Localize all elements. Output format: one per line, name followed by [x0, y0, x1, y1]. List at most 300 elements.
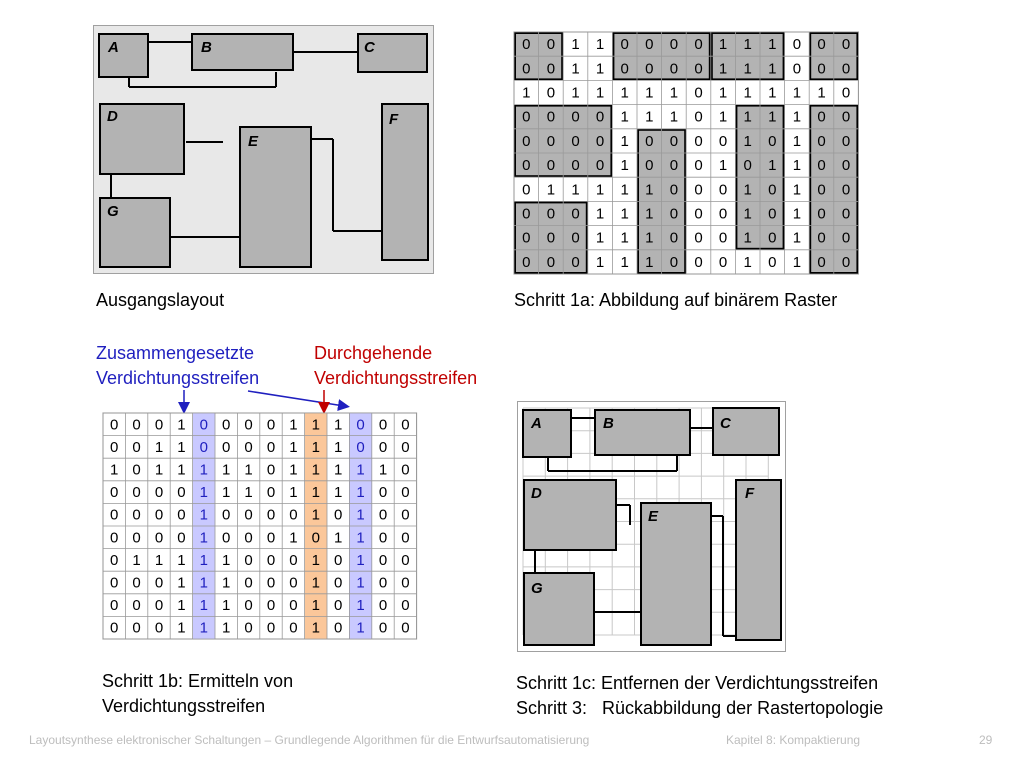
grid-1a-cell: 1 [645, 84, 654, 102]
grid-1b-cell: 1 [199, 506, 208, 524]
grid-1a-cell: 0 [841, 60, 851, 78]
grid-1a-cell: 0 [522, 132, 531, 150]
grid-1a-cell: 1 [620, 108, 629, 126]
grid-1b-cell: 0 [356, 438, 365, 456]
grid-1a-cell: 0 [546, 108, 556, 126]
block-g-label: G [107, 203, 119, 220]
grid-1a-cell: 0 [817, 253, 826, 271]
grid-1a-cell: 0 [817, 157, 826, 175]
grid-1b-cell: 0 [132, 529, 141, 547]
grid-1b-cell: 0 [132, 438, 141, 456]
grid-1b-cell: 1 [154, 461, 164, 479]
grid-1a-cell: 1 [669, 108, 679, 126]
grid-1b-cell: 1 [334, 416, 343, 434]
grid-1b-cell: 1 [289, 461, 298, 479]
grid-1a-cell: 0 [768, 205, 777, 223]
grid-1b-cell: 0 [132, 484, 141, 502]
grid-1a-cell: 0 [718, 229, 728, 247]
grid-1a-cell: 0 [694, 229, 703, 247]
grid-1b-cell: 1 [356, 461, 365, 479]
grid-1b-cell: 0 [222, 529, 231, 547]
grid-1b-cell: 0 [132, 416, 141, 434]
grid-1a-cell: 1 [768, 157, 777, 175]
grid-1b-cell: 0 [110, 416, 119, 434]
grid-1a-cell: 1 [620, 205, 629, 223]
grid-1a-cell: 1 [718, 157, 728, 175]
grid-1b-cell: 0 [110, 619, 119, 637]
grid-1b-cell: 0 [266, 484, 276, 502]
grid-1a-cell: 1 [595, 253, 605, 271]
grid-1b-cell: 1 [356, 529, 365, 547]
grid-1a-cell: 0 [522, 205, 531, 223]
grid-1a-cell: 1 [546, 181, 556, 199]
grid-1a-cell: 0 [595, 132, 605, 150]
grid-1a-cell: 0 [645, 60, 654, 78]
grid-1b-cell: 0 [154, 619, 164, 637]
caption-step-1c-line-1: Schritt 1c: Entfernen der Verdichtungsstreifen [516, 673, 879, 693]
compact-block-f-label: F [745, 485, 755, 502]
grid-1b-cell: 1 [311, 551, 320, 569]
grid-1b-cell: 1 [199, 619, 208, 637]
grid-1a-cell: 1 [718, 36, 728, 54]
caption-step-1c [516, 671, 883, 721]
grid-1a-cell: 0 [817, 60, 826, 78]
grid-1a-cell: 1 [645, 229, 654, 247]
grid-1b-cell: 0 [378, 484, 388, 502]
grid-1b-cell: 0 [244, 574, 253, 592]
grid-1b-cell: 0 [401, 461, 410, 479]
grid-1a-cell: 0 [841, 132, 851, 150]
grid-1b-cell: 0 [356, 416, 365, 434]
grid-1a-cell: 0 [522, 181, 531, 199]
grid-1b-cell: 0 [378, 416, 388, 434]
grid-1a-cell: 0 [768, 181, 777, 199]
binary-grid-1a [512, 30, 860, 276]
grid-1b-cell: 0 [378, 529, 388, 547]
compact-block-c-label: C [720, 415, 731, 432]
grid-1b-cell: 1 [311, 461, 320, 479]
grid-1a-cell: 1 [792, 132, 802, 150]
grid-1a-cell: 1 [645, 253, 654, 271]
grid-1b-cell: 0 [266, 597, 276, 615]
grid-1a-cell: 1 [620, 157, 629, 175]
grid-1b-cell: 0 [401, 416, 410, 434]
grid-1b-cell: 1 [289, 416, 298, 434]
footer-course-title: Layoutsynthese elektronischer Schaltungen – Grundlegende Algorithmen für die Entwurfsautomatisierung [29, 733, 590, 747]
grid-1b-cell: 0 [132, 597, 141, 615]
grid-1b-cell: 0 [244, 506, 253, 524]
grid-1b-cell: 1 [311, 438, 320, 456]
grid-1a-cell: 1 [595, 60, 605, 78]
grid-1a-cell: 1 [792, 205, 802, 223]
grid-1b-cell: 0 [378, 619, 388, 637]
grid-1b-cell: 0 [177, 484, 186, 502]
grid-1a-cell: 1 [718, 60, 728, 78]
grid-1a-cell: 1 [571, 36, 580, 54]
grid-1b-cell: 0 [289, 597, 298, 615]
grid-1a-cell: 1 [792, 84, 802, 102]
grid-1b-cell: 0 [154, 484, 164, 502]
grid-1a-cell: 1 [522, 84, 531, 102]
grid-1b-cell: 1 [311, 484, 320, 502]
composite-stripes-label [96, 341, 259, 391]
grid-1b-cell: 1 [311, 597, 320, 615]
grid-1b-cell: 1 [177, 461, 186, 479]
grid-1b-cell: 1 [311, 416, 320, 434]
block-a-label: A [108, 39, 119, 56]
grid-1a-cell: 1 [792, 229, 802, 247]
grid-1a-cell: 1 [743, 132, 752, 150]
grid-1b-cell: 1 [199, 574, 208, 592]
grid-1b-cell: 1 [311, 619, 320, 637]
grid-1b-cell: 1 [356, 619, 365, 637]
grid-1a-cell: 0 [620, 36, 629, 54]
grid-1a-cell: 0 [768, 253, 777, 271]
grid-1a-cell: 0 [792, 36, 802, 54]
grid-1a-cell: 1 [620, 229, 629, 247]
grid-1b-cell: 0 [266, 461, 276, 479]
block-b-label: B [201, 39, 212, 56]
grid-1b-cell: 0 [110, 506, 119, 524]
grid-1a-cell: 0 [522, 253, 531, 271]
grid-1a-cell: 1 [743, 253, 752, 271]
grid-1a-cell: 0 [817, 205, 826, 223]
grid-1a-cell: 1 [620, 84, 629, 102]
grid-1b-cell: 1 [356, 574, 365, 592]
grid-1a-cell: 0 [817, 36, 826, 54]
grid-1a-cell: 0 [595, 157, 605, 175]
grid-1a-cell: 1 [620, 181, 629, 199]
grid-1b-cell: 0 [401, 529, 410, 547]
grid-1b-cell: 0 [244, 438, 253, 456]
grid-1a-cell: 1 [768, 108, 777, 126]
grid-1a-cell: 1 [620, 253, 629, 271]
grid-1b-cell: 1 [177, 416, 186, 434]
grid-1a-cell: 0 [841, 181, 851, 199]
grid-1a-cell: 0 [546, 132, 556, 150]
grid-1a-cell: 1 [645, 205, 654, 223]
grid-1b-cell: 0 [110, 484, 119, 502]
grid-1b-cell: 0 [289, 551, 298, 569]
caption-step-1a: Schritt 1a: Abbildung auf binärem Raster [514, 290, 838, 310]
grid-1b-cell: 0 [154, 597, 164, 615]
grid-1b-cell: 0 [401, 574, 410, 592]
grid-1a-cell: 1 [645, 181, 654, 199]
grid-1b-cell: 1 [177, 619, 186, 637]
grid-1b-cell: 0 [266, 416, 276, 434]
grid-1b-cell: 0 [132, 506, 141, 524]
grid-1b-cell: 1 [289, 484, 298, 502]
grid-1b-cell: 0 [199, 438, 208, 456]
compact-block-e-label: E [648, 508, 659, 525]
grid-1a-cell: 0 [694, 108, 703, 126]
grid-1b-cell: 0 [378, 574, 388, 592]
grid-1a-cell: 0 [694, 84, 703, 102]
grid-1b-cell: 1 [222, 619, 231, 637]
grid-1b-cell: 0 [378, 551, 388, 569]
grid-1a-cell: 1 [792, 253, 802, 271]
grid-1b-cell: 0 [222, 506, 231, 524]
grid-1a-cell: 0 [718, 132, 728, 150]
grid-1b-cell: 0 [222, 438, 231, 456]
grid-1a-cell: 0 [522, 108, 531, 126]
grid-1b-cell: 1 [356, 484, 365, 502]
grid-1b-cell: 1 [199, 551, 208, 569]
caption-step-1b-line-2: Verdichtungsstreifen [102, 696, 266, 716]
grid-1a-cell: 1 [645, 108, 654, 126]
grid-1b-cell: 1 [110, 461, 119, 479]
grid-1b-cell: 1 [222, 574, 231, 592]
grid-1a-cell: 0 [522, 157, 531, 175]
grid-1b-cell: 0 [378, 597, 388, 615]
grid-1a-cell: 0 [694, 181, 703, 199]
grid-1a-cell: 0 [620, 60, 629, 78]
grid-1b-cell: 0 [401, 484, 410, 502]
grid-1b-cell: 1 [222, 484, 231, 502]
grid-1b-cell: 0 [199, 416, 208, 434]
footer-page-number: 29 [979, 733, 993, 747]
grid-1a-cell: 1 [768, 84, 777, 102]
grid-1b-cell: 0 [401, 551, 410, 569]
grid-1a-cell: 0 [694, 253, 703, 271]
grid-1a-cell: 0 [768, 229, 777, 247]
grid-1a-cell: 1 [768, 36, 777, 54]
continuous-stripes-label-line-2: Verdichtungsstreifen [314, 368, 478, 388]
grid-1b-cell: 1 [311, 574, 320, 592]
grid-1a-cell: 0 [817, 181, 826, 199]
grid-1a-cell: 0 [841, 229, 851, 247]
grid-1a-cell: 0 [571, 108, 580, 126]
grid-1b-cell: 1 [244, 484, 253, 502]
grid-1a-cell: 0 [817, 108, 826, 126]
grid-1b-cell: 0 [244, 597, 253, 615]
original-layout-diagram [93, 25, 435, 275]
grid-1a-cell: 0 [669, 60, 679, 78]
grid-1b-cell: 0 [289, 506, 298, 524]
grid-1a-cell: 1 [743, 205, 752, 223]
grid-1a-cell: 1 [595, 205, 605, 223]
grid-1a-cell: 0 [768, 132, 777, 150]
grid-1a-cell: 0 [645, 157, 654, 175]
grid-1b-cell: 1 [177, 551, 186, 569]
grid-1a-cell: 1 [768, 60, 777, 78]
grid-1b-cell: 0 [289, 619, 298, 637]
grid-1b-cell: 1 [199, 484, 208, 502]
grid-1a-cell: 1 [792, 181, 802, 199]
grid-1a-cell: 0 [718, 181, 728, 199]
grid-1a-cell: 0 [694, 60, 703, 78]
grid-1a-cell: 0 [718, 253, 728, 271]
grid-1a-cell: 1 [571, 84, 580, 102]
grid-1a-cell: 1 [595, 84, 605, 102]
composite-stripes-label-line-2: Verdichtungsstreifen [96, 368, 260, 388]
grid-1b-cell: 0 [244, 529, 253, 547]
grid-1b-cell: 0 [334, 574, 343, 592]
caption-step-3-line: Schritt 3: Rückabbildung der Rastertopologie [516, 698, 884, 718]
grid-1b-cell: 1 [311, 506, 320, 524]
grid-1b-cell: 0 [266, 619, 276, 637]
grid-1b-cell: 1 [177, 438, 186, 456]
grid-1b-cell: 0 [110, 438, 119, 456]
grid-1b-cell: 1 [356, 506, 365, 524]
grid-1a-cell: 0 [669, 205, 679, 223]
grid-1a-cell: 1 [595, 36, 605, 54]
grid-1a-cell: 0 [546, 205, 556, 223]
block-e-label: E [248, 133, 259, 150]
composite-stripes-label-line-1: Zusammengesetzte [96, 343, 255, 363]
grid-1b-cell: 0 [334, 551, 343, 569]
grid-1b-cell: 0 [154, 506, 164, 524]
grid-1a-cell: 0 [669, 36, 679, 54]
grid-1b-cell: 0 [266, 438, 276, 456]
grid-1b-cell: 0 [401, 597, 410, 615]
compact-block-b-label: B [603, 415, 614, 432]
block-f-label: F [389, 111, 399, 128]
grid-1a-cell: 1 [743, 181, 752, 199]
arrow-composite-2 [248, 391, 344, 406]
grid-1b-cell: 1 [222, 461, 231, 479]
grid-1b-cell: 0 [401, 619, 410, 637]
grid-1b-cell: 0 [132, 574, 141, 592]
grid-1b-cell: 1 [154, 551, 164, 569]
grid-1a-cell: 0 [546, 60, 556, 78]
grid-1a-cell: 0 [694, 36, 703, 54]
grid-1b-cell: 1 [177, 574, 186, 592]
grid-1a-cell: 0 [546, 84, 556, 102]
grid-1b-cell: 1 [199, 597, 208, 615]
grid-1b-cell: 1 [132, 551, 141, 569]
grid-1b-cell: 0 [378, 506, 388, 524]
grid-1a-cell: 1 [743, 229, 752, 247]
compact-block-d-label: D [531, 485, 542, 502]
grid-1b-cell: 1 [199, 529, 208, 547]
grid-1b-cell: 1 [356, 597, 365, 615]
grid-1a-cell: 0 [669, 157, 679, 175]
grid-1b-cell: 1 [334, 529, 343, 547]
grid-1a-cell: 1 [743, 36, 752, 54]
grid-1a-cell: 0 [743, 157, 752, 175]
grid-1a-cell: 1 [571, 181, 580, 199]
grid-1b-cell: 0 [244, 416, 253, 434]
grid-1b-cell: 0 [177, 506, 186, 524]
grid-1a-cell: 1 [743, 60, 752, 78]
grid-1b-cell: 0 [132, 619, 141, 637]
grid-1a-cell: 1 [718, 84, 728, 102]
grid-1a-cell: 0 [595, 108, 605, 126]
grid-1b-cell: 0 [154, 416, 164, 434]
grid-1b-cell: 1 [334, 484, 343, 502]
grid-1a-cell: 1 [669, 84, 679, 102]
grid-1a-cell: 1 [792, 108, 802, 126]
grid-1b-cell: 0 [311, 529, 320, 547]
grid-1a-cell: 0 [546, 157, 556, 175]
grid-1b-cell: 0 [401, 506, 410, 524]
grid-1b-cell: 1 [222, 551, 231, 569]
grid-1b-cell: 1 [334, 461, 343, 479]
grid-1a-cell: 0 [841, 84, 851, 102]
compact-block-f [736, 480, 781, 640]
grid-1b-cell: 1 [154, 438, 164, 456]
grid-1a-cell: 0 [571, 157, 580, 175]
grid-1a-cell: 0 [546, 229, 556, 247]
grid-1a-cell: 0 [522, 36, 531, 54]
grid-1a-cell: 0 [645, 132, 654, 150]
block-c-label: C [364, 39, 375, 56]
grid-1b-cell: 0 [378, 438, 388, 456]
grid-1b-cell: 0 [401, 438, 410, 456]
continuous-stripes-label [314, 341, 477, 391]
grid-1a-cell: 1 [571, 60, 580, 78]
grid-1b-cell: 0 [334, 506, 343, 524]
grid-1a-cell: 1 [743, 108, 752, 126]
binary-grid-1b [102, 412, 430, 648]
grid-1b-cell: 0 [110, 529, 119, 547]
grid-1b-cell: 1 [356, 551, 365, 569]
grid-1b-cell: 0 [110, 574, 119, 592]
grid-1b-cell: 1 [289, 438, 298, 456]
grid-1a-cell: 0 [841, 157, 851, 175]
grid-1b-cell: 0 [334, 597, 343, 615]
grid-1b-cell: 1 [199, 461, 208, 479]
grid-1b-cell: 0 [132, 461, 141, 479]
grid-1b-cell: 0 [177, 529, 186, 547]
grid-1b-cell: 1 [378, 461, 388, 479]
grid-1a-cell: 0 [522, 60, 531, 78]
grid-1a-cell: 0 [841, 108, 851, 126]
grid-1b-cell: 1 [177, 597, 186, 615]
grid-1a-cell: 0 [669, 253, 679, 271]
grid-1b-cell: 0 [222, 416, 231, 434]
grid-1a-cell: 0 [522, 229, 531, 247]
grid-1a-cell: 0 [841, 205, 851, 223]
grid-1a-cell: 0 [817, 132, 826, 150]
grid-1b-cell: 0 [266, 574, 276, 592]
grid-1b-cell: 0 [266, 529, 276, 547]
grid-1a-cell: 0 [669, 181, 679, 199]
continuous-stripes-label-line-1: Durchgehende [314, 343, 433, 363]
grid-1a-cell: 1 [718, 108, 728, 126]
grid-1a-cell: 0 [571, 132, 580, 150]
grid-1b-cell: 0 [244, 551, 253, 569]
compacted-layout-diagram [517, 401, 787, 653]
grid-1a-cell: 1 [620, 132, 629, 150]
compact-block-a-label: A [531, 415, 542, 432]
caption-original-layout: Ausgangslayout [96, 290, 225, 310]
grid-1b-cell: 0 [266, 551, 276, 569]
grid-1b-cell: 1 [222, 597, 231, 615]
grid-1b-cell: 0 [244, 619, 253, 637]
grid-1a-cell: 0 [571, 253, 580, 271]
grid-1a-cell: 0 [817, 229, 826, 247]
grid-1a-cell: 1 [817, 84, 826, 102]
grid-1b-cell: 0 [334, 619, 343, 637]
grid-1a-cell: 0 [792, 60, 802, 78]
grid-1b-cell: 1 [244, 461, 253, 479]
grid-1a-cell: 0 [669, 132, 679, 150]
grid-1a-cell: 0 [546, 253, 556, 271]
grid-1b-cell: 0 [110, 551, 119, 569]
grid-1b-cell: 0 [154, 574, 164, 592]
grid-1a-cell: 0 [718, 205, 728, 223]
grid-1b-cell: 0 [110, 597, 119, 615]
grid-1b-cell: 0 [266, 506, 276, 524]
compact-block-g-label: G [531, 580, 543, 597]
grid-1a-cell: 0 [645, 36, 654, 54]
footer-chapter: Kapitel 8: Kompaktierung [726, 733, 861, 747]
grid-1a-cell: 0 [841, 253, 851, 271]
grid-1a-cell: 1 [792, 157, 802, 175]
grid-1a-cell: 1 [743, 84, 752, 102]
